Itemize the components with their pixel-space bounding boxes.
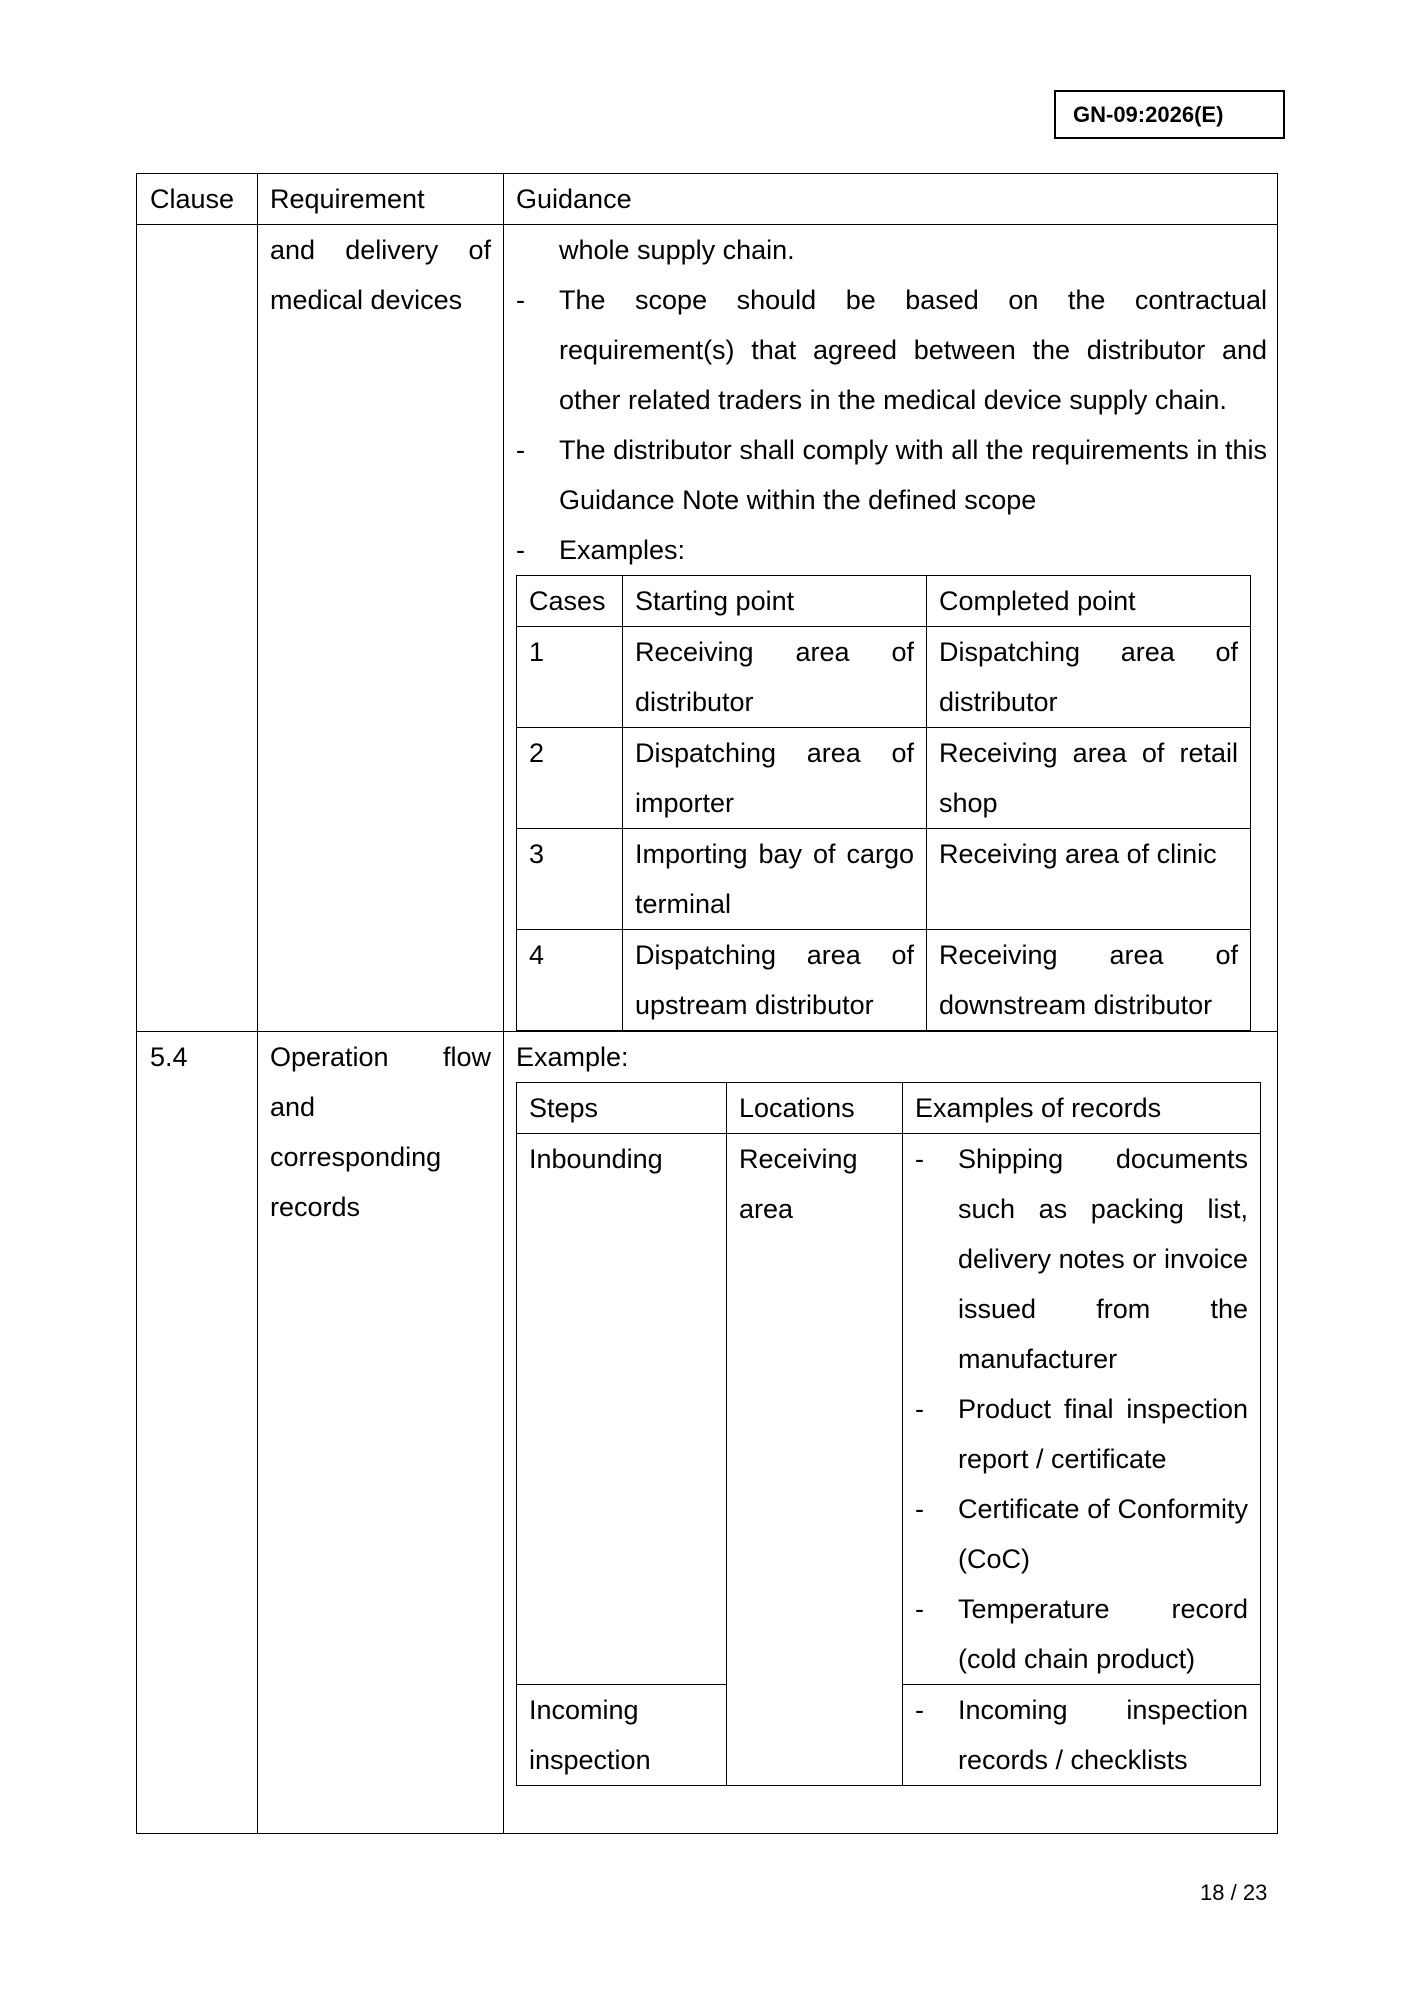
completed-point: Receiving area of clinic [927, 829, 1251, 930]
cases-table [516, 575, 1251, 1031]
requirement-line: medical devices [270, 285, 463, 315]
cases-header: Cases [517, 576, 623, 627]
record-item: - Certificate of Conformity (CoC) [915, 1484, 1248, 1584]
guidance-bullet: - The scope should be based on the contractual requirement(s) that agreed between the distributor and other related traders in the medical device supply chain. [516, 275, 1267, 425]
page-separator: / [1224, 1880, 1243, 1905]
starting-point: Receiving area of distributor [623, 627, 927, 728]
clause-cell: 5.4 [137, 1032, 258, 1834]
records-cell [903, 1685, 1261, 1786]
requirement-cell [258, 225, 504, 1032]
cases-header-row [517, 576, 1251, 627]
step-cell [517, 1685, 727, 1786]
requirement-cell [258, 1032, 504, 1834]
cases-header: Starting point [623, 576, 927, 627]
records-header: Locations [727, 1083, 903, 1134]
guidance-continuation: whole supply chain. [559, 235, 795, 265]
location-cell: Receiving area [727, 1134, 903, 1786]
case-number: 3 [517, 829, 623, 930]
cases-header: Completed point [927, 576, 1251, 627]
records-header: Examples of records [903, 1083, 1261, 1134]
record-item: - Product final inspection report / certificate [915, 1384, 1248, 1484]
records-header: Steps [517, 1083, 727, 1134]
example-label: Example: [516, 1042, 629, 1072]
record-item: - Temperature record (cold chain product) [915, 1584, 1248, 1684]
step-text: Incoming inspection [529, 1695, 651, 1775]
guidance-bullet: - Examples: [516, 525, 1267, 575]
case-number: 4 [517, 930, 623, 1031]
table-row [517, 829, 1251, 930]
page-number [1200, 1880, 1267, 1906]
completed-point: Receiving area of retail shop [927, 728, 1251, 829]
guidance-cell [504, 225, 1278, 1032]
table-row [137, 1032, 1278, 1834]
table-row [517, 930, 1251, 1031]
step-cell: Inbounding [517, 1134, 727, 1685]
records-header-row [517, 1083, 1261, 1134]
document-id: GN-09:2026(E) [1054, 90, 1285, 139]
requirement-line: and delivery of [270, 235, 491, 265]
requirement-line: and corresponding records [270, 1092, 442, 1222]
completed-point: Receiving area of downstream distributor [927, 930, 1251, 1031]
table-row [137, 225, 1278, 1032]
starting-point: Dispatching area of upstream distributor [623, 930, 927, 1031]
record-item: - Shipping documents such as packing list, delivery notes or invoice issued from the manufacturer [915, 1134, 1248, 1384]
requirement-line: Operation flow [270, 1042, 491, 1072]
starting-point: Dispatching area of importer [623, 728, 927, 829]
case-number: 2 [517, 728, 623, 829]
table-row [517, 1134, 1261, 1685]
clause-cell [137, 225, 258, 1032]
guidance-cell [504, 1032, 1278, 1834]
header-clause: Clause [137, 174, 258, 225]
records-cell [903, 1134, 1261, 1685]
page-total: 23 [1242, 1880, 1268, 1905]
records-table [516, 1082, 1261, 1786]
case-number: 1 [517, 627, 623, 728]
header-guidance: Guidance [504, 174, 1278, 225]
table-header-row [137, 174, 1278, 225]
starting-point: Importing bay of cargo terminal [623, 829, 927, 930]
page-current: 18 [1200, 1880, 1225, 1905]
record-item: - Incoming inspection records / checklists [915, 1685, 1248, 1785]
table-row [517, 728, 1251, 829]
completed-point: Dispatching area of distributor [927, 627, 1251, 728]
header-requirement: Requirement [258, 174, 504, 225]
guidance-table [136, 173, 1278, 1834]
guidance-bullet: - The distributor shall comply with all the requirements in this Guidance Note within the defined scope [516, 425, 1267, 525]
table-row [517, 627, 1251, 728]
